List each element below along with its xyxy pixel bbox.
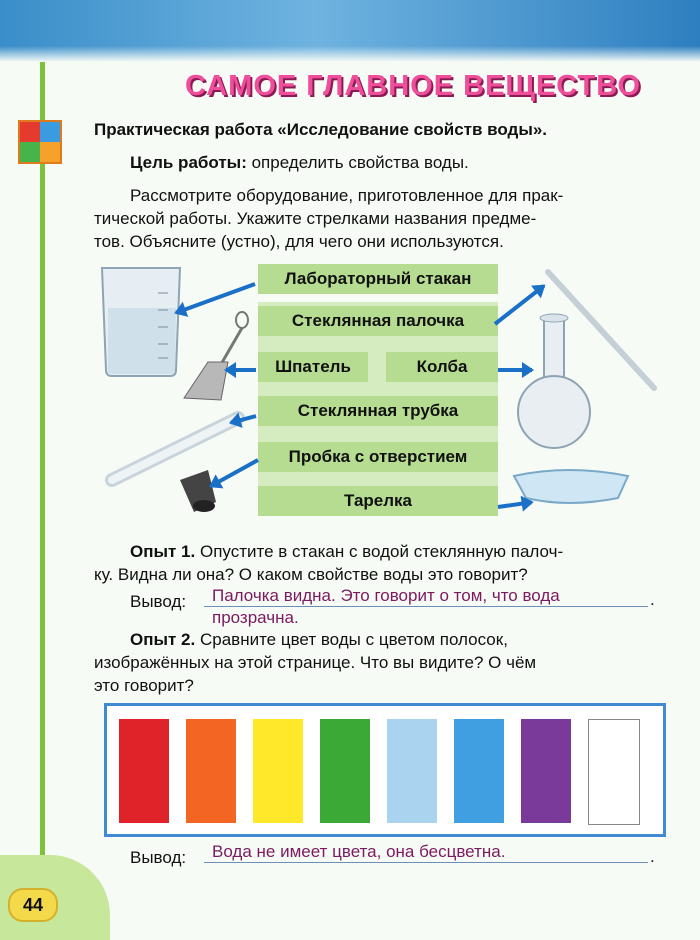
margin-line [40,62,45,940]
experiment2-text-1: Сравните цвет воды с цветом полосок, [199,630,508,649]
underline-end: . [650,590,655,609]
experiment1-answer-line-1[interactable]: Палочка видна. Это говорит о том, что вода [212,586,560,605]
goal-text: определить свойства воды. [251,153,469,172]
page-number: 44 [8,888,58,922]
arrow-spatula[interactable] [226,368,256,372]
task-line-1: Рассмотрите оборудование, приготовленное для прак- [130,186,564,205]
experiment1-answer-line-2[interactable]: прозрачна. [212,608,299,627]
task-line-3: тов. Объясните (устно), для чего они используются. [94,232,504,251]
label-flask[interactable]: Колба [386,352,498,382]
stripe-light-blue [387,719,437,823]
experiment2-conclusion-label: Вывод: [130,848,187,867]
label-dish[interactable]: Тарелка [258,486,498,516]
goal-line [130,151,469,174]
tube-image [112,418,238,480]
stripe-blue [454,719,504,823]
experiment2-label: Опыт 2. [130,630,196,649]
flask-image [518,314,590,448]
experiment1-label: Опыт 1. [130,542,196,561]
underline-end-2: . [650,847,655,866]
experiment2-line-1 [130,628,508,651]
answer-underline-2 [204,862,648,863]
stripe-red [119,719,169,823]
goal-label: Цель работы: [130,153,247,172]
stripe-purple [521,719,571,823]
task-line-2: тической работы. Укажите стрелками названия предме- [94,209,537,228]
experiment1-line-2: ку. Видна ли она? О каком свойстве воды это говорит? [94,565,528,584]
beaker-image [102,268,180,376]
work-heading: Практическая работа «Исследование свойств воды». [94,120,548,139]
arrow-flask[interactable] [498,368,532,372]
answer-underline [204,606,648,607]
stripe-green [320,719,370,823]
stripe-orange [186,719,236,823]
label-spatula[interactable]: Шпатель [258,352,368,382]
label-rod[interactable]: Стеклянная палочка [258,306,498,336]
stripe-clear [588,719,640,825]
experiment2-line-3: это говорит? [94,676,194,695]
label-stopper[interactable]: Пробка с отверстием [258,442,498,472]
section-logo-icon [18,120,62,164]
label-tube[interactable]: Стеклянная трубка [258,396,498,426]
experiment1-conclusion-label: Вывод: [130,592,187,611]
color-stripes-box [104,703,666,837]
page-title: САМОЕ ГЛАВНОЕ ВЕЩЕСТВО [185,70,642,102]
label-beaker[interactable]: Лабораторный стакан [258,264,498,294]
spatula-image [184,312,248,400]
experiment2-answer[interactable]: Вода не имеет цвета, она бесцветна. [212,842,506,861]
header-band [0,0,700,62]
experiment1-line-1 [130,540,563,563]
stripe-yellow [253,719,303,823]
experiment2-line-2: изображённых на этой странице. Что вы видите? О чём [94,653,537,672]
experiment1-text-1: Опустите в стакан с водой стеклянную палоч- [199,542,564,561]
